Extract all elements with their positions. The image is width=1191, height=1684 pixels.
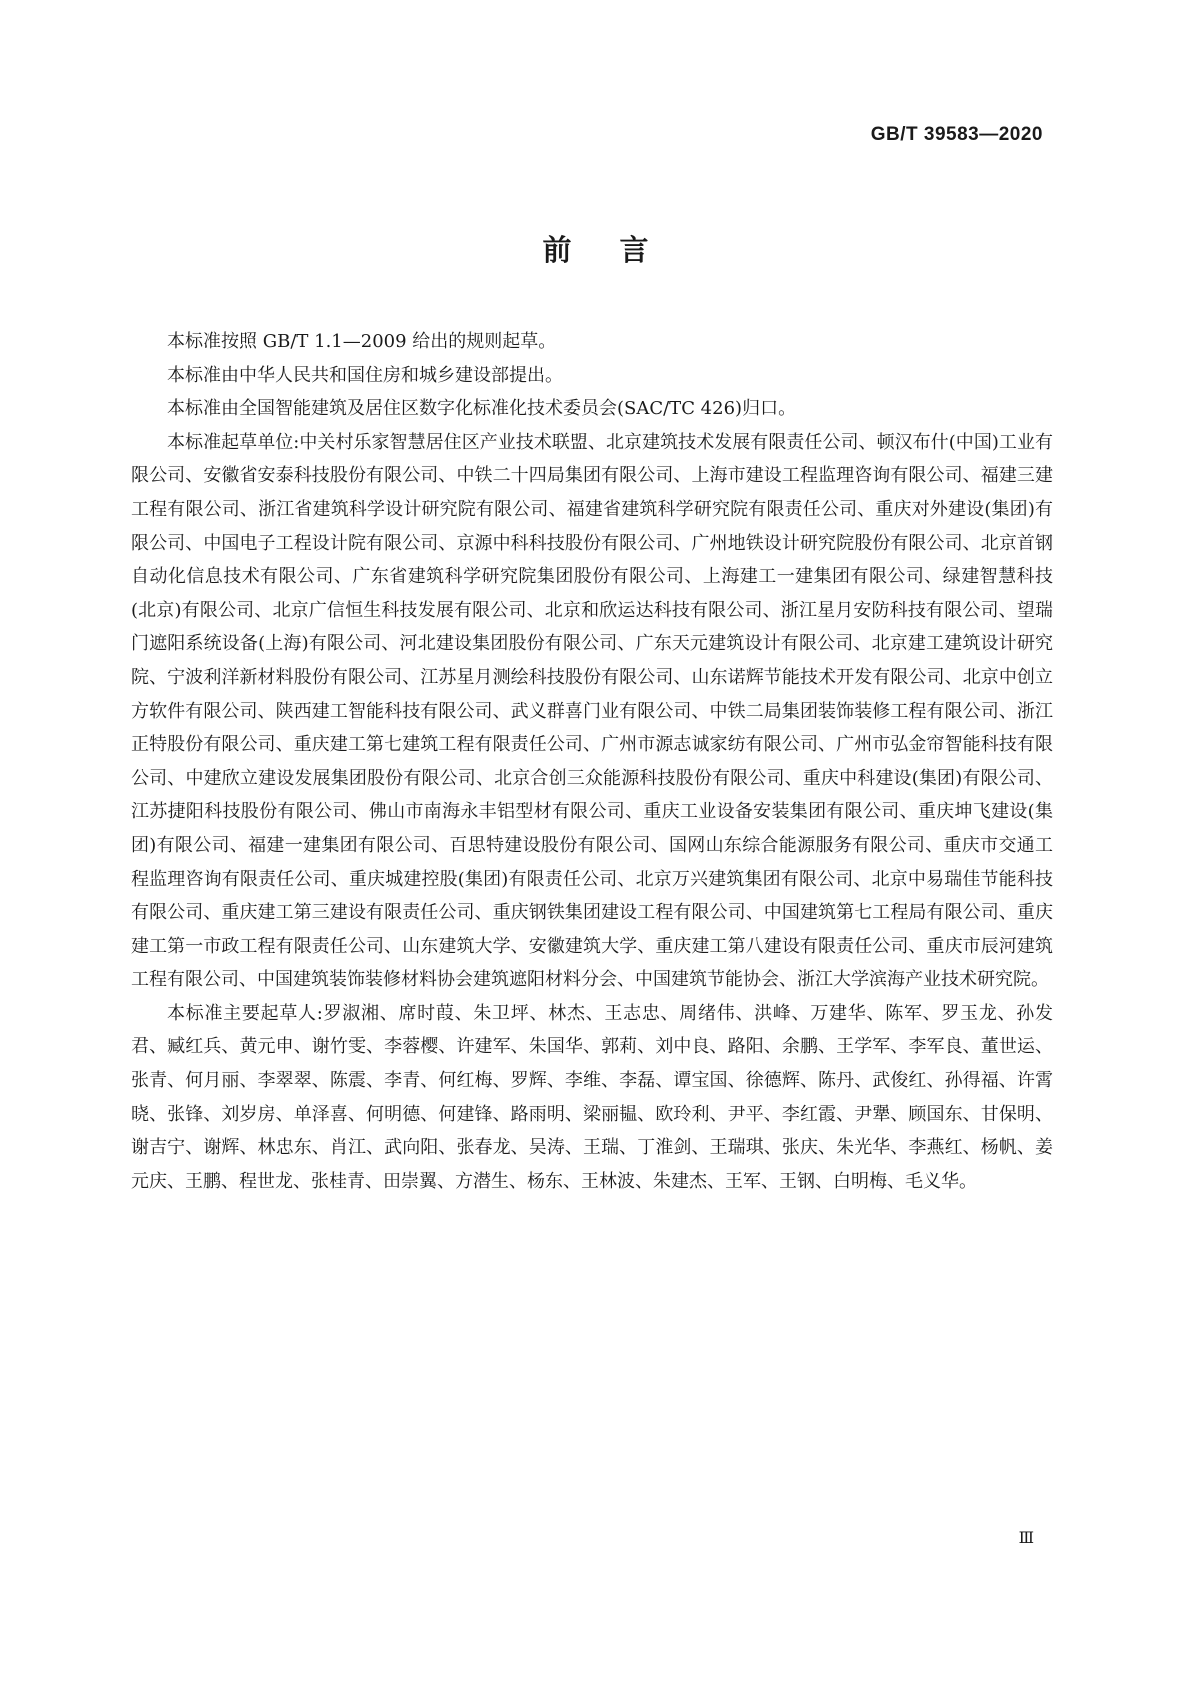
page-number: Ⅲ xyxy=(1018,1528,1034,1547)
foreword-body xyxy=(131,325,1053,1198)
page-title: 前言 xyxy=(542,233,697,267)
paragraph-drafting-rules: 本标准按照 GB/T 1.1—2009 给出的规则起草。 xyxy=(167,331,557,352)
paragraph-proposer: 本标准由中华人民共和国住房和城乡建设部提出。 xyxy=(167,364,563,386)
standard-number: GB/T 39583—2020 xyxy=(870,124,1043,145)
paragraph-technical-committee: 本标准由全国智能建筑及居住区数字化标准化技术委员会(SAC/TC 426)归口。 xyxy=(167,398,797,420)
paragraph-drafting-units: 本标准起草单位:中关村乐家智慧居住区产业技术联盟、北京建筑技术发展有限责任公司、顿汉布什(中国)工业有限公司、安徽省安泰科技股份有限公司、中铁二十四局集团有限公司、上海市建设工程监理咨询有限公司、福建三建工程有限公司、浙江省建筑科学设计研究院有限公司、福建省建筑科学研究院有限责任公司、重庆对外建设(集团)有限公司、中国电子工程设计院有限公司、京源中科科技股份有限公司、广州地铁设计研究院股份有限公司、北京首钢自动化信息技术有限公司、广东省建筑科学研究院集团股份有限公司、上海建工一建集团有限公司、绿建智慧科技(北京)有限公司、北京广信恒生科技发展有限公司、北京和欣运达科技有限公司、浙江星月安防科技有限公司、望瑞门遮阳系统设备(上海)有限公司、河北建设集团股份有限公司、广东天元建筑设计有限公司、北京建工建筑设计研究院、宁波利洋新材料股份有限公司、江苏星月测绘科技股份有限公司、山东诺辉节能技术开发有限公司、北京中创立方软件有限公司、陕西建工智能科技有限公司、武义群喜门业有限公司、中铁二局集团装饰装修工程有限公司、浙江正特股份有限公司、重庆建工第七建筑工程有限责任公司、广州市源志诚家纺有限公司、广州市弘金帘智能科技有限公司、中建欣立建设发展集团股份有限公司、北京合创三众能源科技股份有限公司、重庆中科建设(集团)有限公司、江苏捷阳科技股份有限公司、佛山市南海永丰铝型材有限公司、重庆工业设备安装集团有限公司、重庆坤飞建设(集团)有限公司、福建一建集团有限公司、百思特建设股份有限公司、国网山东综合能源服务有限公司、重庆市交通工程监理咨询有限责任公司、重庆城建控股(集团)有限责任公司、北京万兴建筑集团有限公司、北京中易瑞佳节能科技有限公司、重庆建工第三建设有限责任公司、重庆钢铁集团建设工程有限公司、中国建筑第七工程局有限公司、重庆建工第一市政工程有限责任公司、山东建筑大学、安徽建筑大学、重庆建工第八建设有限责任公司、重庆市辰河建筑工程有限公司、中国建筑装饰装修材料协会建筑遮阳材料分会、中国建筑节能协会、浙江大学滨海产业技术研究院。 xyxy=(131,431,1053,991)
paragraph-main-drafters: 本标准主要起草人:罗淑湘、席时葭、朱卫坪、林杰、王志忠、周绪伟、洪峰、万建华、陈军、罗玉龙、孙发君、臧红兵、黄元申、谢竹雯、李蓉樱、许建军、朱国华、郭莉、刘中良、路阳、余鹏、王学军、李军良、董世运、张青、何月丽、李翠翠、陈震、李青、何红梅、罗辉、李维、李磊、谭宝国、徐德辉、陈丹、武俊红、孙得福、许霄晓、张锋、刘岁房、单泽喜、何明德、何建锋、路雨明、梁丽韫、欧玲利、尹平、李红霞、尹犟、顾国东、甘保明、谢吉宁、谢辉、林忠东、肖江、武向阳、张春龙、吴涛、王瑞、丁淮剑、王瑞琪、张庆、朱光华、李燕红、杨帆、姜元庆、王鹏、程世龙、张桂青、田崇翼、方潜生、杨东、王林波、朱建杰、王军、王钢、白明梅、毛义华。 xyxy=(131,1002,1053,1192)
